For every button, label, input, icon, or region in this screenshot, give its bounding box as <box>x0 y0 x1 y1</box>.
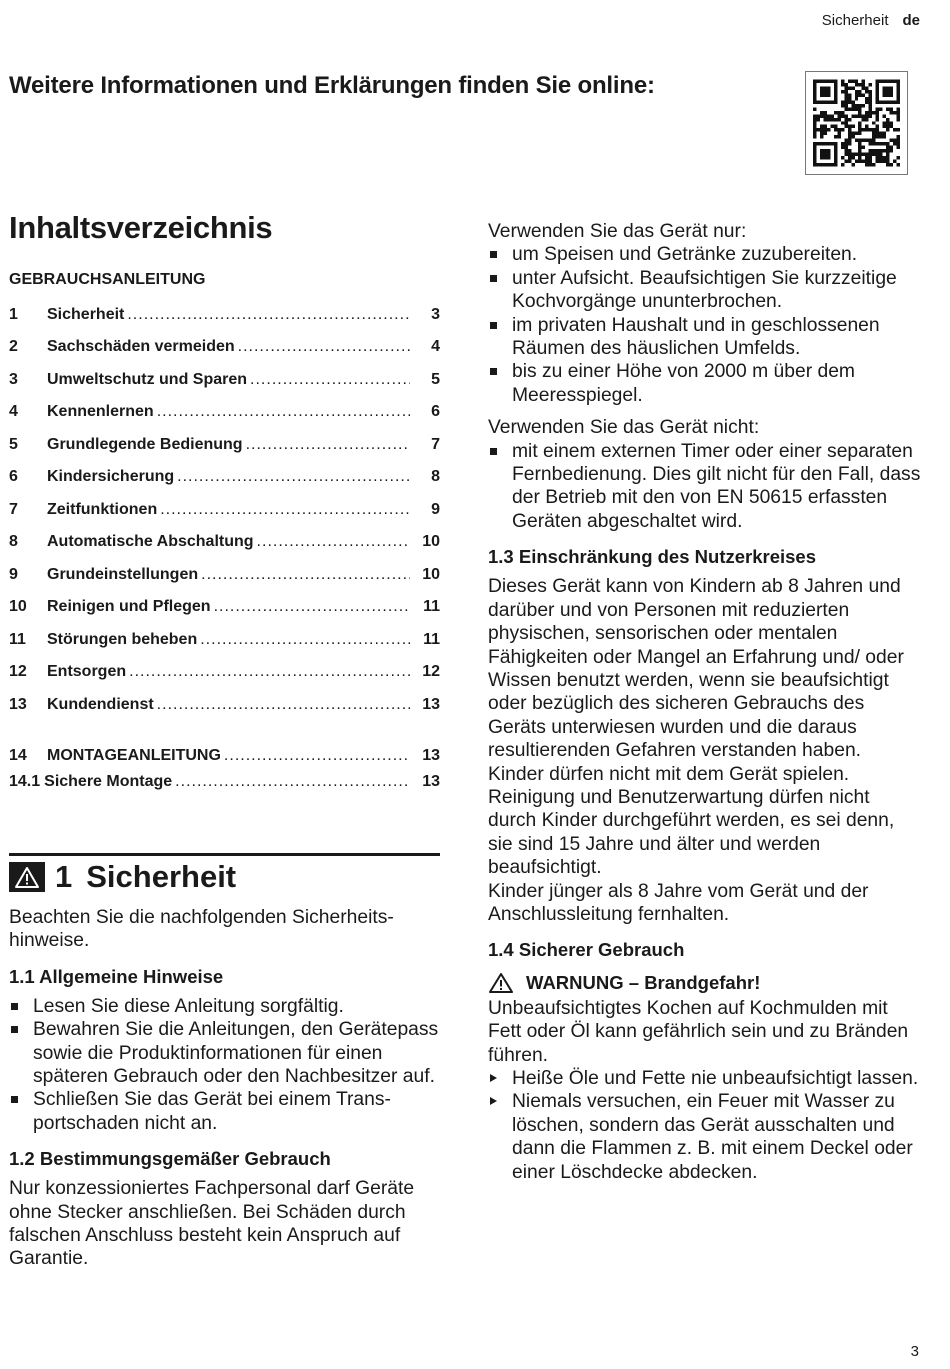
toc-entry[interactable] <box>9 501 440 523</box>
toc-entry-page: 7 <box>431 436 440 453</box>
toc-entry-title: Umweltschutz und Sparen <box>47 371 248 388</box>
toc-entry-number: 10 <box>9 598 27 615</box>
subsection-1-1-title: 1.1 Allgemeine Hinweise <box>9 965 224 987</box>
section-title: Sicherheit <box>86 859 237 894</box>
subsection-1-4-title: 1.4 Sicherer Gebrauch <box>488 939 685 961</box>
toc-entry[interactable] <box>9 663 440 685</box>
toc-entry-page: 13 <box>422 696 440 713</box>
toc-entry-page: 11 <box>423 598 440 615</box>
warning-triangle-icon <box>9 862 45 892</box>
toc-entry[interactable] <box>9 403 440 425</box>
toc-leader-dots <box>238 338 410 356</box>
toc-entry[interactable] <box>9 338 440 360</box>
toc-entry[interactable] <box>9 533 440 555</box>
toc-leader-dots <box>127 306 410 324</box>
online-info-title: Weitere Informationen und Erklärungen finden Sie online: <box>9 72 655 99</box>
section-heading <box>9 858 236 896</box>
toc-entry-title: Reinigen und Pflegen <box>47 598 211 615</box>
toc-entry-title: Störungen beheben <box>47 631 198 648</box>
toc-leader-dots <box>177 468 410 486</box>
toc-entry[interactable] <box>9 436 440 458</box>
toc-entry-number: 1 <box>9 306 18 323</box>
list-item: Niemals versuchen, ein Feuer mit Wasser zu löschen, sondern das Gerät ausschalten und dann die Flammen z. B. mit einem Deckel oder einer Löschdecke abdecken. <box>488 1090 922 1184</box>
list-item: Schließen Sie das Gerät bei einem Transportschaden nicht an. <box>9 1088 440 1135</box>
header-section: Sicherheit <box>821 12 889 29</box>
toc-leader-dots <box>246 436 410 454</box>
list-item: mit einem externen Timer oder einer separaten Fernbedienung. Dies gilt nicht für den Fall, dass der Betrieb mit den von EN 50615 erfassten Geräten abgeschaltet wird. <box>488 440 922 534</box>
section-intro: Beachten Sie die nachfolgenden Sicherheitshinweise. <box>9 907 394 952</box>
toc-entry-page: 13 <box>422 747 440 764</box>
toc-entry[interactable] <box>9 306 440 328</box>
toc-entry-title: Sicherheit <box>47 306 125 323</box>
list-item: Lesen Sie diese Anleitung sorgfältig. <box>9 995 440 1018</box>
toc-entry[interactable] <box>9 747 440 769</box>
not-use-intro: Verwenden Sie das Gerät nicht: <box>488 417 760 439</box>
restriction-text-1: Dieses Gerät kann von Kindern ab 8 Jahren und darüber und von Personen mit reduzierten physischen, sensorischen oder mentalen Fähigkeiten oder Mangel an Erfahrung und/ oder Wissen benutzt werden, wenn sie beaufsichtigt oder bezüglich des sicheren Gebrauchs des Geräts unterwiesen wurden und die daraus resultierenden Gefahren verstanden haben. <box>488 576 904 762</box>
toc-entry-page: 11 <box>423 631 440 648</box>
toc-entry-title: Sachschäden vermeiden <box>47 338 235 355</box>
warning-label: WARNUNG – Brandgefahr! <box>526 972 761 994</box>
use-list <box>488 243 922 407</box>
page-header <box>822 12 920 29</box>
toc-entry[interactable] <box>9 696 440 718</box>
safe-use-text: Unbeaufsichtigtes Kochen auf Kochmulden mit Fett oder Öl kann gefährlich sein und zu Bränden führen. <box>488 997 909 1066</box>
toc-entry[interactable] <box>9 468 440 490</box>
toc-entry-page: 10 <box>422 533 440 550</box>
toc-entry-number: 3 <box>9 371 18 388</box>
list-item: Heiße Öle und Fette nie unbeaufsichtigt lassen. <box>488 1067 922 1090</box>
toc-entry-page: 8 <box>431 468 440 485</box>
toc-entry-title: Grundlegende Bedienung <box>47 436 243 453</box>
toc-entry-number: 7 <box>9 501 18 518</box>
left-column <box>9 906 440 1271</box>
toc-entry[interactable] <box>9 773 440 795</box>
section-number: 1 <box>55 859 73 894</box>
warning-triangle-icon <box>488 972 514 994</box>
toc-entry-number: 12 <box>9 663 27 680</box>
toc-entry[interactable] <box>9 566 440 588</box>
header-language: de <box>902 12 920 29</box>
intended-use-text: Nur konzessioniertes Fachpersonal darf Geräte ohne Stecker anschließen. Bei Schäden durch falschen Anschluss besteht kein Anspruch auf Garantie. <box>9 1178 415 1270</box>
restriction-text-3: Reinigung und Benutzerwartung dürfen nicht durch Kinder durchgeführt werden, es sei denn, sie sind 15 Jahre und älter und werden beaufsichtigt. <box>488 786 895 879</box>
toc-entry-page: 5 <box>431 371 440 388</box>
restriction-text-4: Kinder jünger als 8 Jahre vom Gerät und der Anschlussleitung fernhalten. <box>488 880 869 925</box>
toc-entry-number: 5 <box>9 436 18 453</box>
list-item: bis zu einer Höhe von 2000 m über dem Meeresspiegel. <box>488 360 922 407</box>
restriction-text-2: Kinder dürfen nicht mit dem Gerät spielen. <box>488 763 850 785</box>
toc-entry-number: 9 <box>9 566 18 583</box>
list-item: unter Aufsicht. Beaufsichtigen Sie kurzzeitige Kochvorgänge ununterbrochen. <box>488 267 922 314</box>
toc-entry-title: Sichere Montage <box>44 773 173 790</box>
toc-leader-dots <box>160 501 410 519</box>
toc-entry-title: Kindersicherung <box>47 468 175 485</box>
toc-entry-page: 12 <box>422 663 440 680</box>
toc-leader-dots <box>157 696 410 714</box>
toc-leader-dots <box>201 566 410 584</box>
toc-entry-number: 4 <box>9 403 18 420</box>
toc-entry-number: 6 <box>9 468 18 485</box>
toc-entry-page: 3 <box>431 306 440 323</box>
toc-leader-dots <box>214 598 410 616</box>
toc-entry-title: MONTAGEANLEITUNG <box>47 747 221 764</box>
toc-leader-dots <box>129 663 410 681</box>
section-divider <box>9 853 440 856</box>
use-intro: Verwenden Sie das Gerät nur: <box>488 221 747 242</box>
general-notes-list <box>9 995 440 1135</box>
subsection-1-2-title: 1.2 Bestimmungsgemäßer Gebrauch <box>9 1148 331 1170</box>
toc-entry-title: Grundeinstellungen <box>47 566 199 583</box>
toc-leader-dots <box>250 371 410 389</box>
toc-title: Inhaltsverzeichnis <box>9 210 273 245</box>
toc-entry-title: Entsorgen <box>47 663 127 680</box>
qr-code-icon <box>805 71 908 175</box>
toc-entry-title: Kundendienst <box>47 696 154 713</box>
toc-leader-dots <box>257 533 410 551</box>
toc-subtitle: GEBRAUCHSANLEITUNG <box>9 271 206 288</box>
toc-entry-title: Kennenlernen <box>47 403 154 420</box>
right-column <box>488 220 922 1184</box>
list-item: Bewahren Sie die Anleitungen, den Gerätepass sowie die Produktinformationen für einen späteren Gebrauch oder den Nachbesitzer auf. <box>9 1018 440 1088</box>
subsection-1-3-title: 1.3 Einschränkung des Nutzerkreises <box>488 546 816 568</box>
toc-leader-dots <box>175 773 410 791</box>
toc-entry-page: 6 <box>431 403 440 420</box>
toc-entry-page: 10 <box>422 566 440 583</box>
toc-entry-number: 13 <box>9 696 27 713</box>
fire-warning <box>488 971 922 994</box>
toc-entry-number: 14.1 <box>9 773 41 790</box>
safe-use-steps <box>488 1067 922 1184</box>
toc-entry-title: Automatische Abschaltung <box>47 533 254 550</box>
toc-entry[interactable] <box>9 371 440 393</box>
toc-entry[interactable] <box>9 631 440 653</box>
list-item: im privaten Haushalt und in geschlossenen Räumen des häuslichen Umfelds. <box>488 314 922 361</box>
toc-entry-title: Zeitfunktionen <box>47 501 158 518</box>
toc-leader-dots <box>157 403 410 421</box>
toc-entry-number: 11 <box>9 631 26 648</box>
toc-entry-number: 14 <box>9 747 27 764</box>
toc-entry-page: 4 <box>431 338 440 355</box>
list-item: um Speisen und Getränke zuzubereiten. <box>488 243 922 266</box>
page-number: 3 <box>910 1343 919 1360</box>
toc-entry-page: 13 <box>422 773 440 790</box>
not-use-list <box>488 440 922 534</box>
toc-leader-dots <box>224 747 410 765</box>
toc-entry-number: 8 <box>9 533 18 550</box>
toc-entry-page: 9 <box>431 501 440 518</box>
toc-leader-dots <box>200 631 410 649</box>
toc-entry-number: 2 <box>9 338 18 355</box>
toc-entry[interactable] <box>9 598 440 620</box>
